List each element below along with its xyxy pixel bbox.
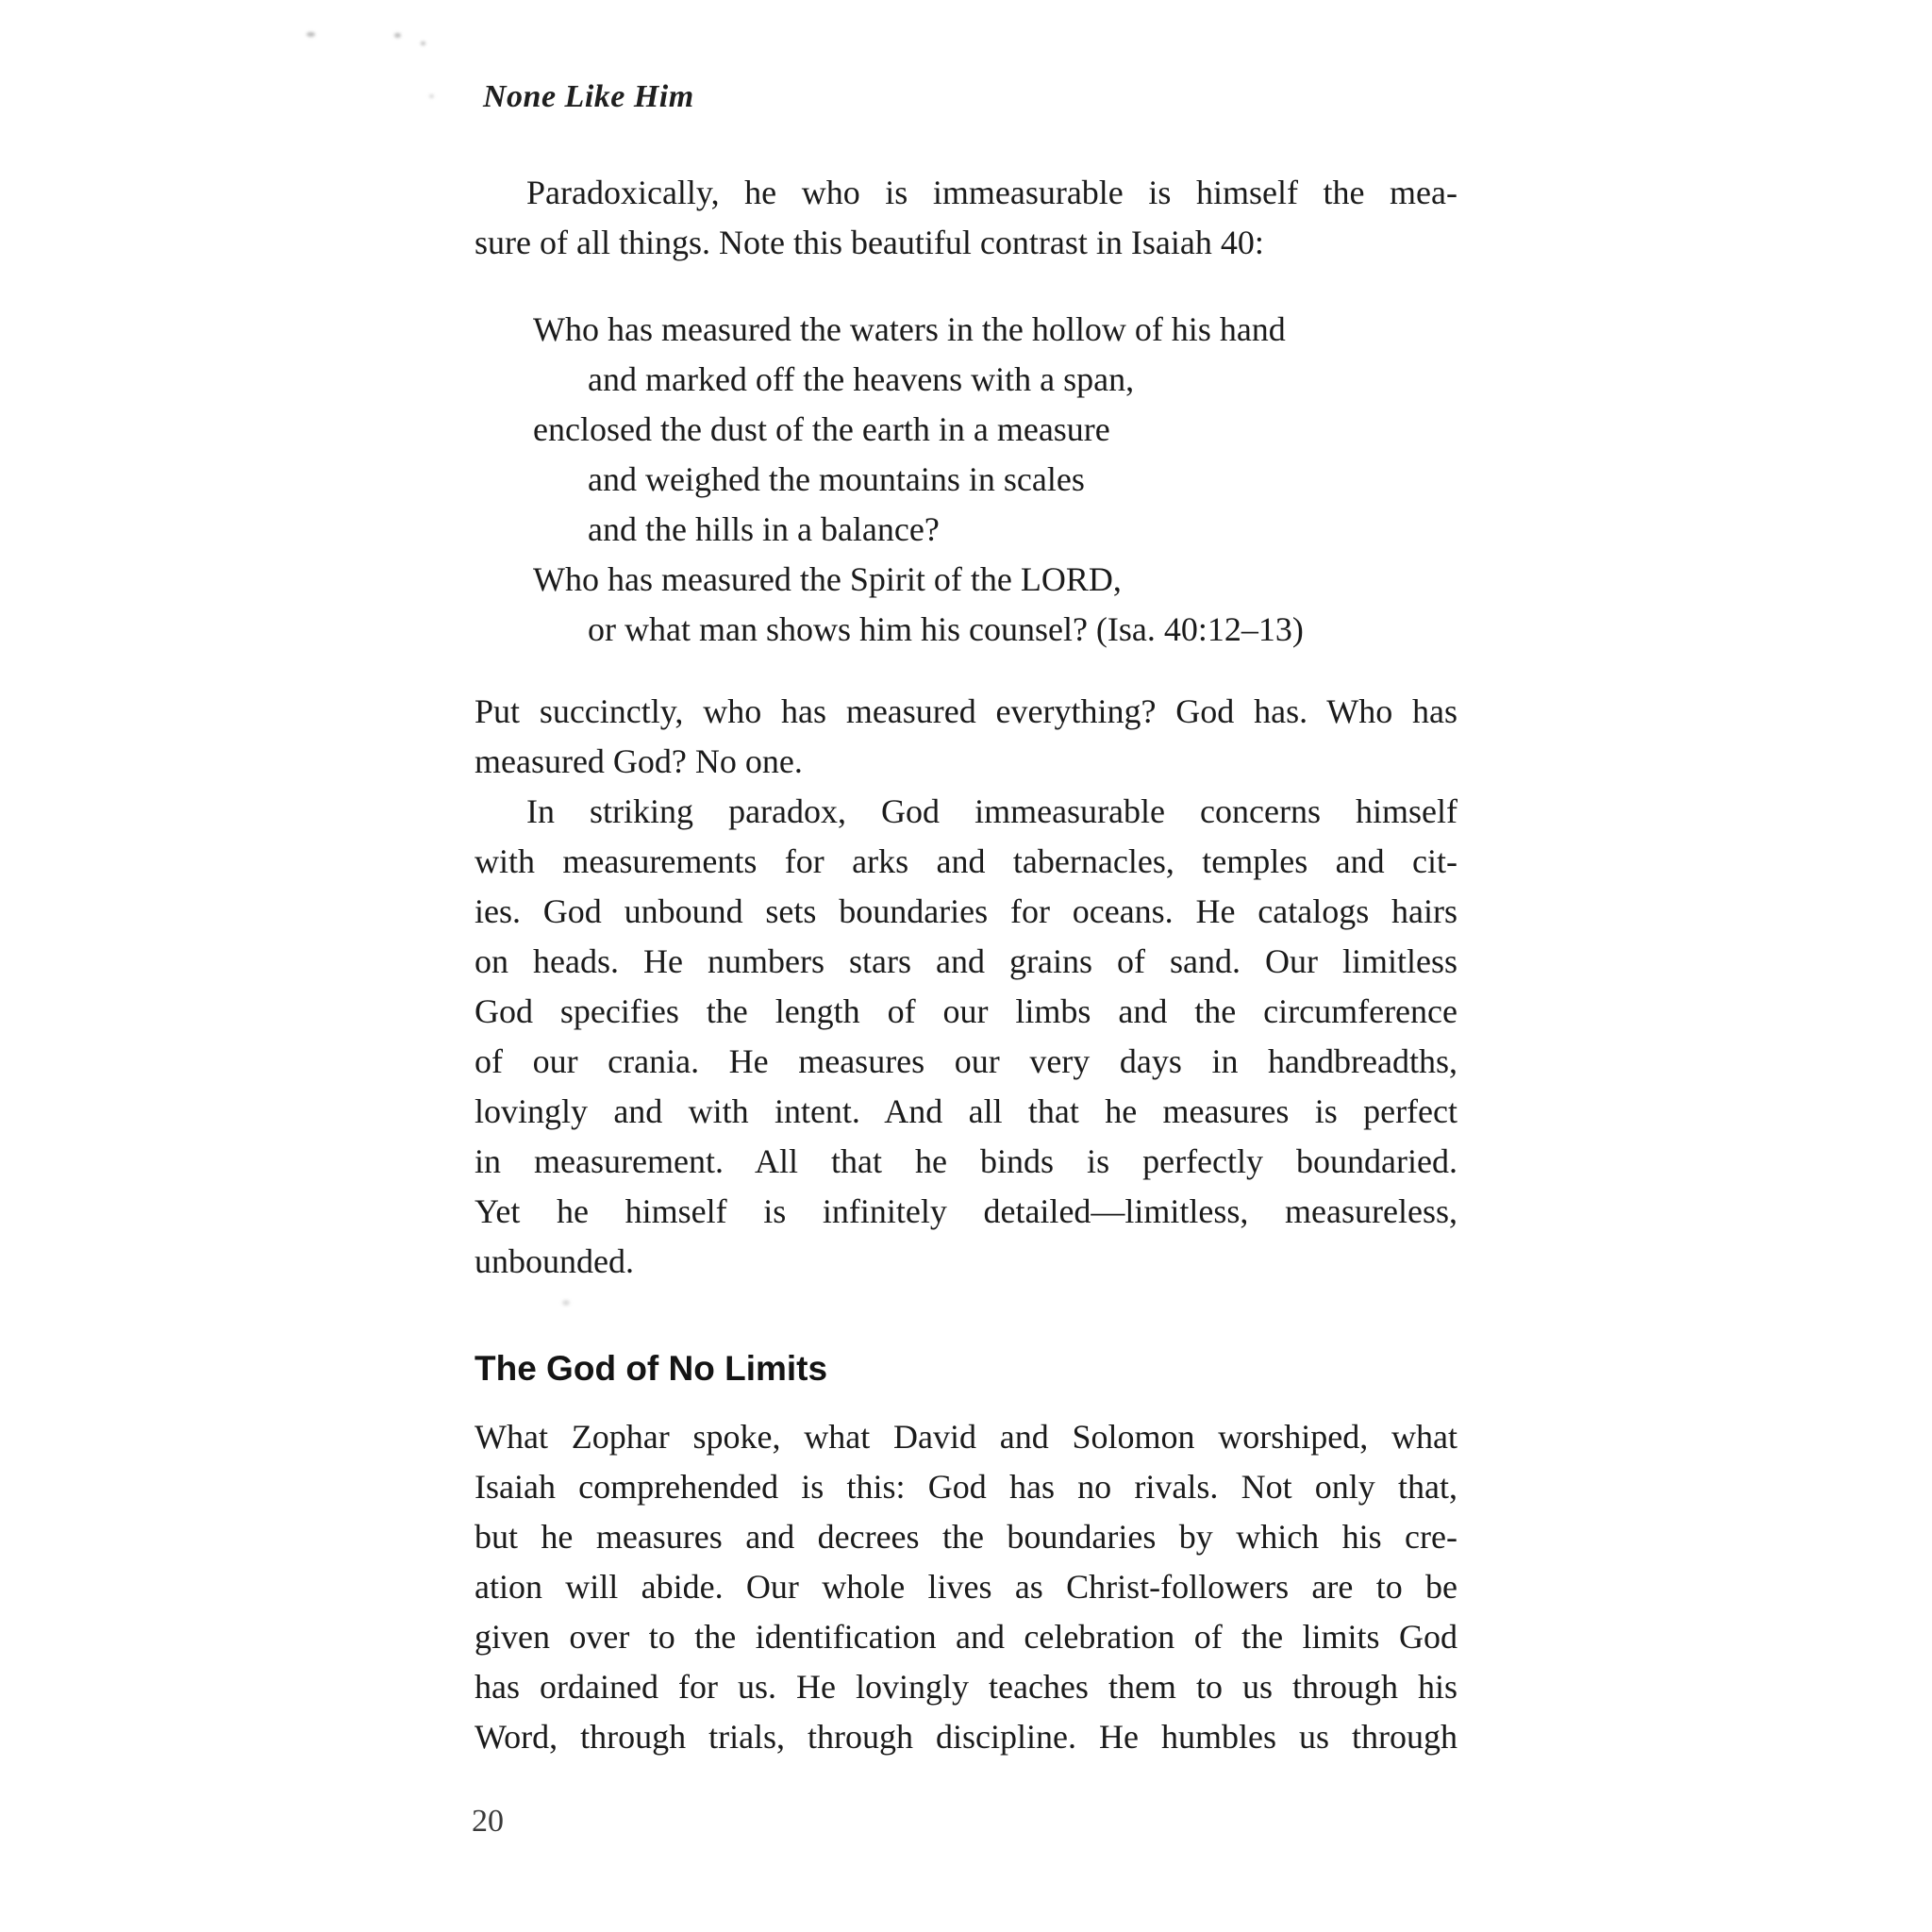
text-line: but he measures and decrees the boundaries by which his cre- <box>475 1518 1457 1556</box>
text-line: Word, through trials, through discipline. He humbles us through <box>475 1718 1457 1756</box>
text-line: or what man shows him his counsel? (Isa. 40:12–13) <box>588 610 1304 648</box>
scan-speck <box>394 33 401 38</box>
paragraph-intro <box>475 168 1457 268</box>
text-line: God specifies the length of our limbs and the circumference <box>475 992 1457 1030</box>
text-line: Paradoxically, he who is immeasurable is himself the mea- <box>526 174 1457 211</box>
section-heading: The God of No Limits <box>475 1349 828 1388</box>
text-line: Who has measured the Spirit of the LORD, <box>533 560 1122 598</box>
paragraph-striking-paradox <box>475 787 1457 1287</box>
text-line: Put succinctly, who has measured everything? God has. Who has <box>475 692 1457 730</box>
text-line: ies. God unbound sets boundaries for oceans. He catalogs hairs <box>475 892 1457 930</box>
running-head: None Like Him <box>483 79 694 114</box>
scan-speck <box>421 42 425 45</box>
text-line: Yet he himself is infinitely detailed—limitless, measureless, <box>475 1192 1457 1230</box>
text-line: sure of all things. Note this beautiful contrast in Isaiah 40: <box>475 224 1264 261</box>
text-line: ation will abide. Our whole lives as Christ-followers are to be <box>475 1568 1457 1606</box>
body-column <box>475 168 1457 1762</box>
text-line: measured God? No one. <box>475 742 803 780</box>
text-line: of our crania. He measures our very days in handbreadths, <box>475 1042 1457 1080</box>
scripture-blockquote <box>475 305 1457 655</box>
scan-speck <box>429 94 434 98</box>
page-number: 20 <box>472 1804 504 1839</box>
paragraph-no-limits <box>475 1412 1457 1762</box>
text-line: enclosed the dust of the earth in a measure <box>533 410 1110 448</box>
text-line: has ordained for us. He lovingly teaches them to us through his <box>475 1668 1457 1706</box>
text-line: given over to the identification and celebration of the limits God <box>475 1618 1457 1656</box>
text-line: in measurement. All that he binds is perfectly boundaried. <box>475 1142 1457 1180</box>
text-line: and marked off the heavens with a span, <box>588 360 1135 398</box>
text-line: Isaiah comprehended is this: God has no rivals. Not only that, <box>475 1468 1457 1506</box>
paragraph-succinct <box>475 687 1457 787</box>
text-line: and weighed the mountains in scales <box>588 460 1085 498</box>
text-line: unbounded. <box>475 1242 634 1280</box>
text-line: In striking paradox, God immeasurable concerns himself <box>526 792 1457 830</box>
text-line: Who has measured the waters in the hollow of his hand <box>533 310 1286 348</box>
text-line: and the hills in a balance? <box>588 510 940 548</box>
text-line: lovingly and with intent. And all that he measures is perfect <box>475 1092 1457 1130</box>
text-line: with measurements for arks and tabernacles, temples and cit- <box>475 842 1457 880</box>
scan-speck <box>307 32 315 37</box>
text-line: on heads. He numbers stars and grains of sand. Our limitless <box>475 942 1457 980</box>
text-line: What Zophar spoke, what David and Solomon worshiped, what <box>475 1418 1457 1456</box>
